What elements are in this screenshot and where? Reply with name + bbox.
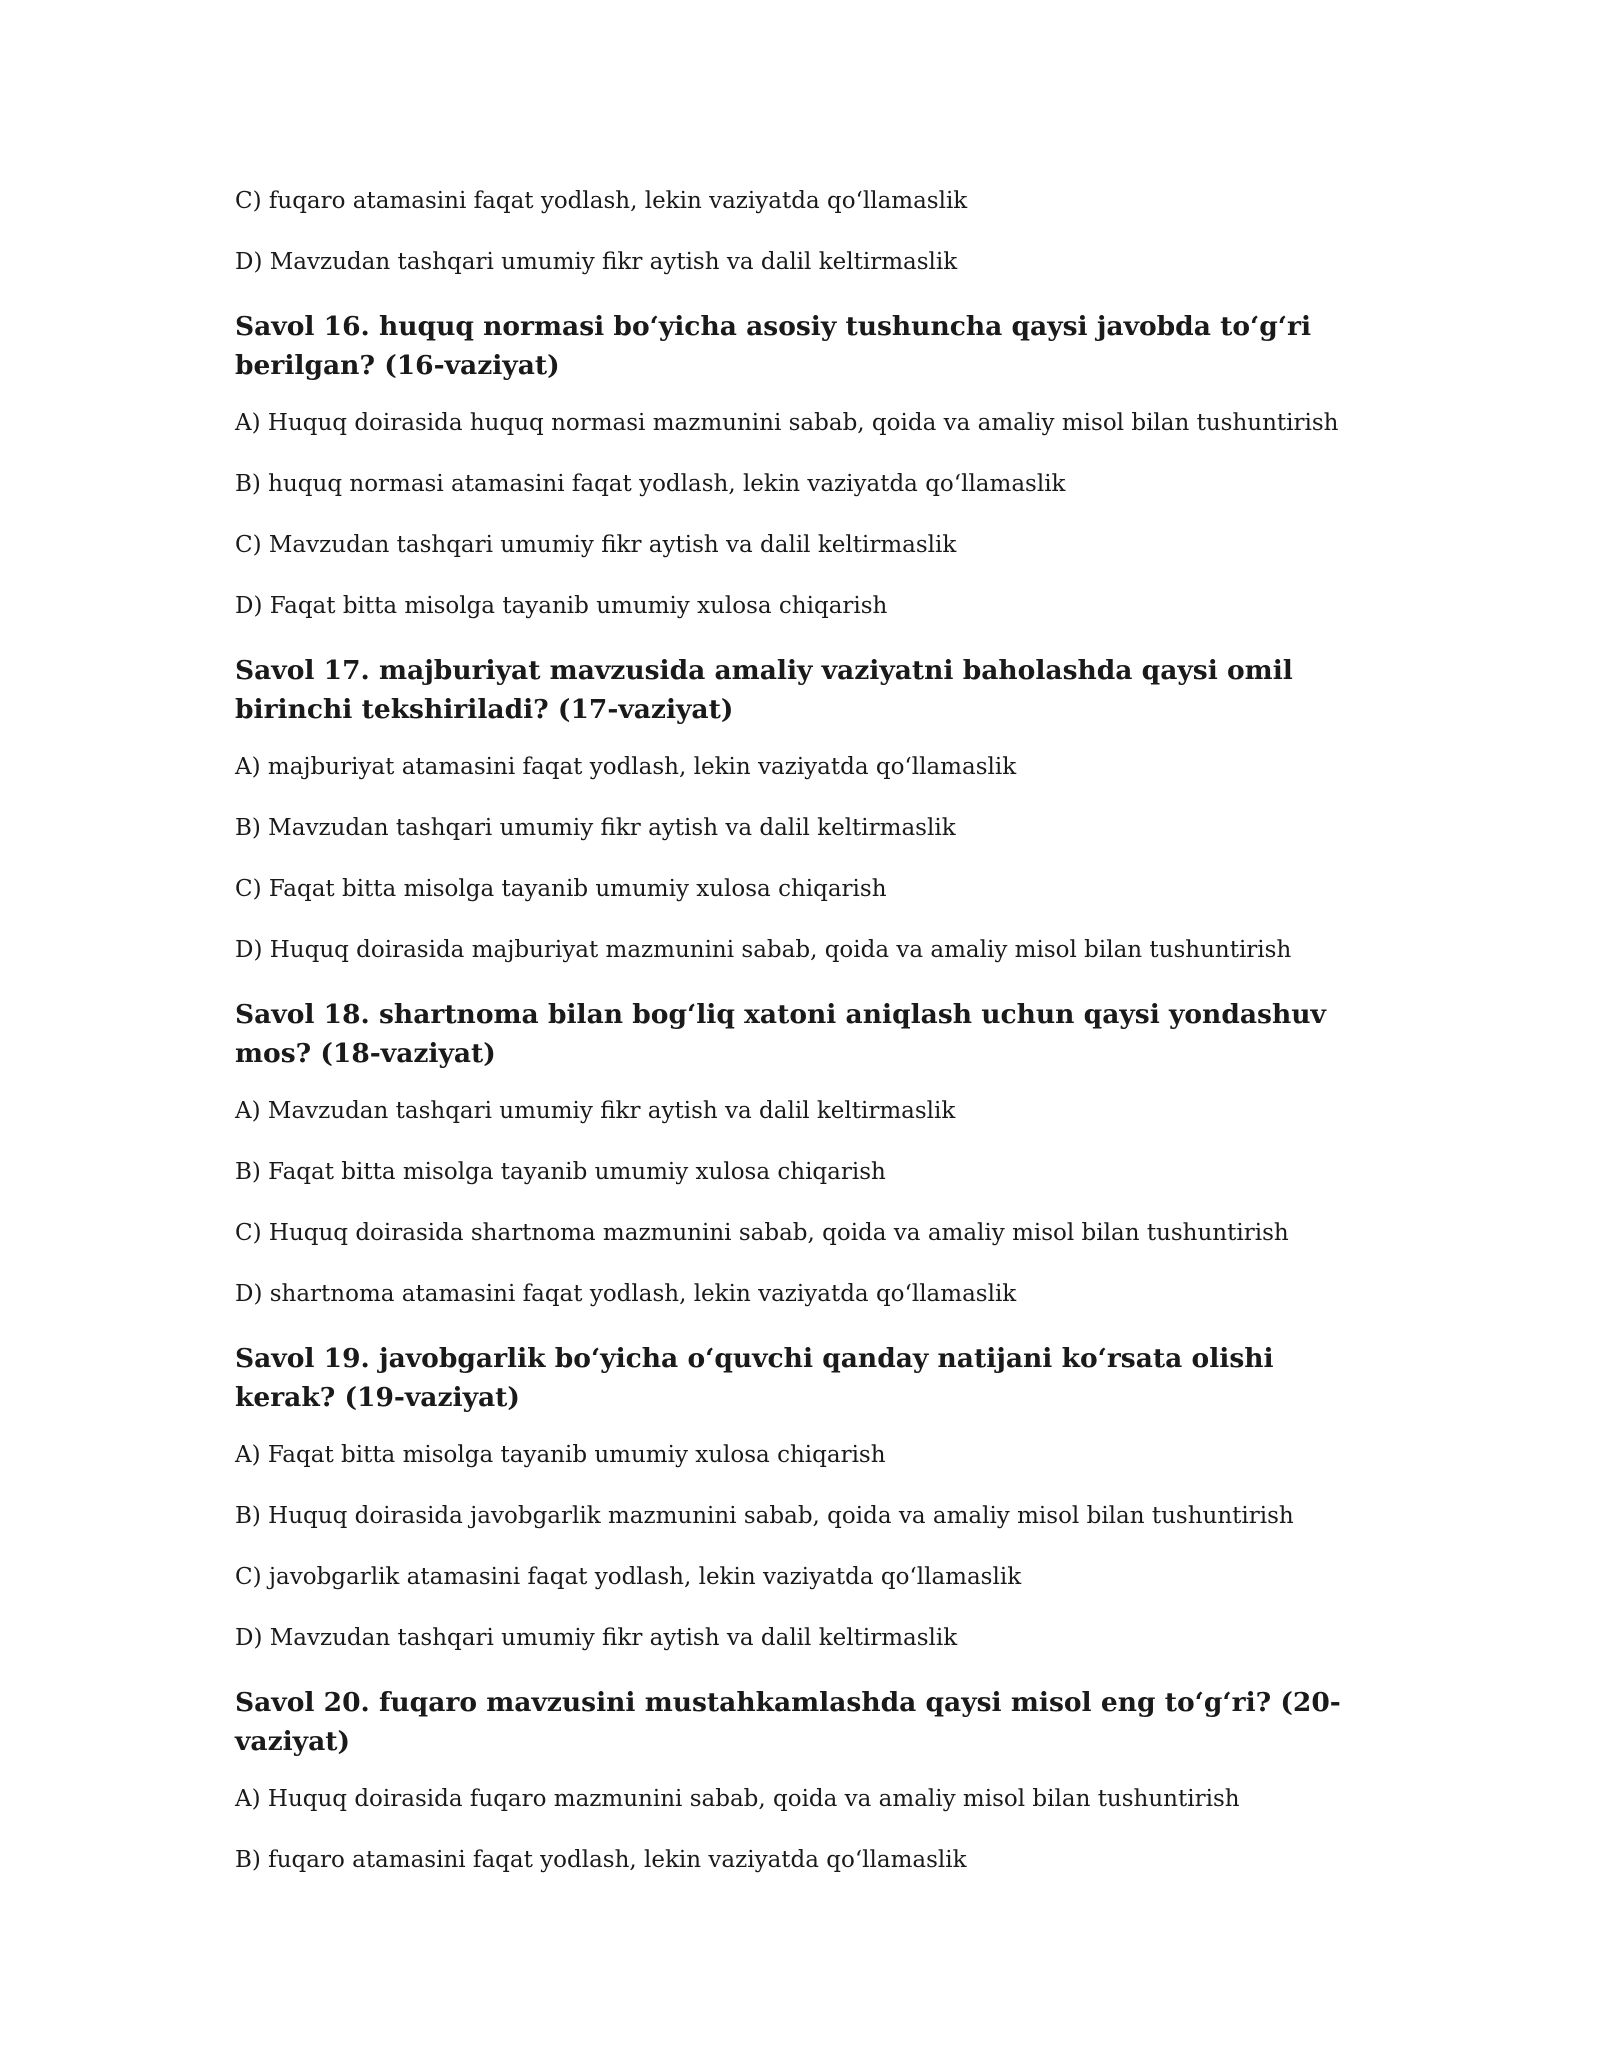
answer-option: D) Faqat bitta misolga tayanib umumiy xulosa chiqarish: [235, 593, 888, 619]
answer-option: C) javobgarlik atamasini faqat yodlash, lekin vaziyatda qoʻllamaslik: [235, 1564, 1022, 1590]
answer-option: B) Huquq doirasida javobgarlik mazmunini sabab, qoida va amaliy misol bilan tushuntirish: [235, 1503, 1294, 1529]
answer-option: A) Huquq doirasida huquq normasi mazmunini sabab, qoida va amaliy misol bilan tushuntirish: [235, 410, 1339, 436]
question-title: Savol 18. shartnoma bilan bogʻliq xatoni aniqlash uchun qaysi yondashuv mos? (18-vaziyat): [235, 999, 1326, 1069]
answer-option: B) fuqaro atamasini faqat yodlash, lekin vaziyatda qoʻllamaslik: [235, 1847, 967, 1873]
question-title: Savol 19. javobgarlik boʻyicha oʻquvchi qanday natijani koʻrsata olishi kerak? (19-vaziyat): [235, 1343, 1274, 1413]
answer-option: B) Mavzudan tashqari umumiy fikr aytish va dalil keltirmaslik: [235, 815, 956, 841]
answer-option: B) Faqat bitta misolga tayanib umumiy xulosa chiqarish: [235, 1159, 886, 1185]
question-block-17: [235, 651, 1370, 966]
answer-option: D) Mavzudan tashqari umumiy fikr aytish va dalil keltirmaslik: [235, 1625, 958, 1651]
question-block-16: [235, 307, 1370, 622]
answer-option: D) shartnoma atamasini faqat yodlash, lekin vaziyatda qoʻllamaslik: [235, 1281, 1017, 1307]
document-page: [235, 185, 1370, 1905]
answer-option: D) Mavzudan tashqari umumiy fikr aytish va dalil keltirmaslik: [235, 249, 958, 275]
answer-option: B) huquq normasi atamasini faqat yodlash, lekin vaziyatda qoʻllamaslik: [235, 471, 1066, 497]
answer-option: A) majburiyat atamasini faqat yodlash, lekin vaziyatda qoʻllamaslik: [235, 754, 1017, 780]
question-title: Savol 17. majburiyat mavzusida amaliy vaziyatni baholashda qaysi omil birinchi tekshiriladi? (17-vaziyat): [235, 655, 1293, 725]
answer-option: C) Huquq doirasida shartnoma mazmunini sabab, qoida va amaliy misol bilan tushuntirish: [235, 1220, 1289, 1246]
question-block-20: [235, 1683, 1370, 1876]
answer-option: A) Huquq doirasida fuqaro mazmunini sabab, qoida va amaliy misol bilan tushuntirish: [235, 1786, 1240, 1812]
answer-option: C) Mavzudan tashqari umumiy fikr aytish va dalil keltirmaslik: [235, 532, 957, 558]
answer-option: A) Faqat bitta misolga tayanib umumiy xulosa chiqarish: [235, 1442, 886, 1468]
question-title: Savol 20. fuqaro mavzusini mustahkamlashda qaysi misol eng toʻgʻri? (20-vaziyat): [235, 1687, 1341, 1757]
question-block-18: [235, 995, 1370, 1310]
question-title: Savol 16. huquq normasi boʻyicha asosiy tushuncha qaysi javobda toʻgʻri berilgan? (16-vaziyat): [235, 311, 1312, 381]
answer-option: C) Faqat bitta misolga tayanib umumiy xulosa chiqarish: [235, 876, 887, 902]
answer-option: D) Huquq doirasida majburiyat mazmunini sabab, qoida va amaliy misol bilan tushuntirish: [235, 937, 1292, 963]
answer-option: A) Mavzudan tashqari umumiy fikr aytish va dalil keltirmaslik: [235, 1098, 956, 1124]
answer-option: C) fuqaro atamasini faqat yodlash, lekin vaziyatda qoʻllamaslik: [235, 188, 968, 214]
question-block-19: [235, 1339, 1370, 1654]
